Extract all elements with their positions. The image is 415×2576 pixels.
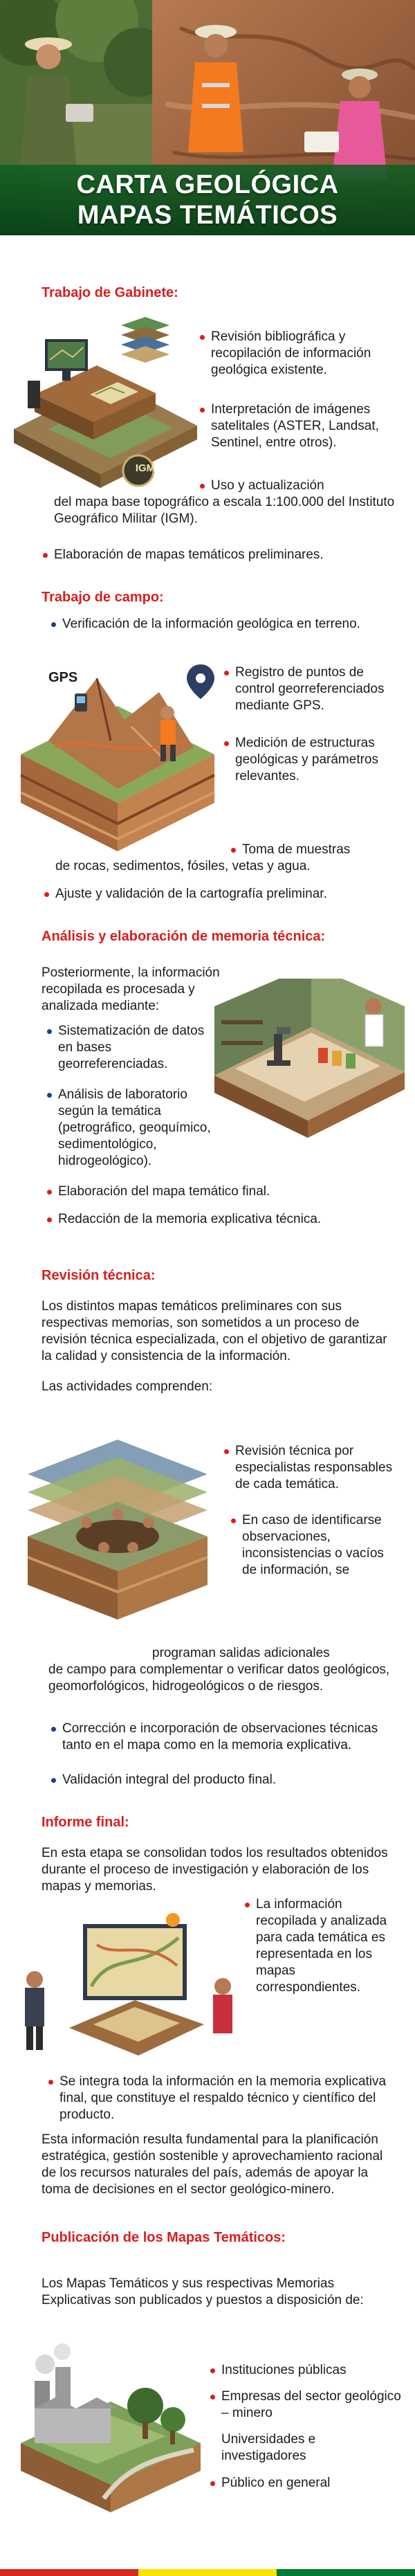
final-bullet-2: Se integra toda la información en la memoria explicativa final, que constituye el respaldo técnico y científico del producto. (59, 2074, 398, 2123)
analisis-intro: Posteriormente, la información recopilada es procesada y analizada mediante: (42, 965, 220, 1013)
analisis-bullet-1: Sistematización de datos en bases georreferenciadas. (58, 1023, 210, 1073)
analisis-bullet-2: Análisis de laboratorio según la temática (petrográfico, geoquímico, sedimentológico, hidrogeológico). (58, 1087, 217, 1170)
gabinete-bullet-1: Revisión bibliográfica y recopilación de información geológica existente. (211, 329, 398, 379)
gabinete-bullet-4: Elaboración de mapas temáticos preliminares. (54, 547, 400, 563)
final-bullet-1: La información recopilada y analizada para cada temática es representada en los mapas correspondientes. (256, 1896, 401, 1996)
campo-bullet-4b: de rocas, sedimentos, fósiles, vetas y agua. (55, 859, 311, 873)
laboratory-illustration (208, 979, 408, 1159)
hero-title-line1: CARTA GEOLÓGICA (76, 170, 339, 199)
revision-bullet-2-rest: de campo para complementar o verificar datos geológicos, geomorfológicos, hidrogeológicos o de riesgos. (48, 1662, 390, 1694)
section-analisis (0, 920, 415, 1253)
section-title-publicacion: Publicación de los Mapas Temáticos: (42, 2230, 286, 2245)
gabinete-bullet-3a: Uso y actualización (211, 478, 398, 494)
section-title-final: Informe final: (42, 1815, 129, 1830)
hero-title-line2: MAPAS TEMÁTICOS (77, 201, 338, 230)
revision-paragraph-2: Las actividades comprenden: (42, 1379, 213, 1394)
revision-bullet-4: Validación integral del producto final. (62, 1772, 401, 1788)
hero-title-banner (0, 165, 415, 235)
final-paragraph-2: Esta información resulta fundamental para la planificación estratégica, gestión sostenible y aprovechamiento racional de los recursos naturales del país, además de apoyar la toma de decisiones en el sector geológico-minero. (42, 2132, 383, 2197)
review-meeting-illustration (14, 1426, 221, 1633)
final-paragraph-1: En esta etapa se consolidan todos los resultados obtenidos durante el proceso de investigación y elaboración de los mapas y memorias. (42, 1846, 388, 1894)
section-final (0, 1806, 415, 2215)
publicacion-item-4: Público en general (221, 2475, 401, 2492)
gabinete-bullet-2: Interpretación de imágenes satelitales (ASTER, Landsat, Sentinel, entre otros). (211, 401, 398, 451)
revision-bullet-2-head: En caso de identificarse observaciones, inconsistencias o vacíos de información, se (242, 1512, 394, 1579)
flag-bar-red (0, 2569, 138, 2576)
flag-bar-yellow (138, 2569, 277, 2576)
revision-bullet-3: Corrección e incorporación de observaciones técnicas tanto en el mapa como en la memoria explicativa. (62, 1721, 401, 1754)
field-terrain-illustration (14, 657, 221, 865)
revision-paragraph-1: Los distintos mapas temáticos preliminares con sus respectivas memorias, son sometidos a un proceso de revisión técnica especializada, con el objetivo de garantizar la calidad y consistencia de la información. (42, 1299, 387, 1363)
igm-badge: IGM (135, 462, 156, 474)
publicacion-item-1: Instituciones públicas (221, 2362, 401, 2379)
flag-bar-green (277, 2569, 415, 2576)
factory-landscape-illustration (14, 2339, 208, 2526)
section-publicacion (0, 2222, 415, 2568)
section-title-revision: Revisión técnica: (42, 1268, 156, 1283)
revision-bullet-2-line: programan salidas adicionales (152, 1646, 330, 1660)
section-title-campo: Trabajo de campo: (42, 590, 164, 605)
office-desk-illustration (7, 311, 201, 512)
analisis-bullet-3: Elaboración del mapa temático final. (58, 1183, 404, 1200)
section-gabinete (0, 277, 415, 581)
final-report-illustration (14, 1910, 242, 2062)
revision-bullet-1: Revisión técnica por especialistas responsables de cada temática. (235, 1443, 398, 1493)
section-revision (0, 1260, 415, 1799)
campo-bullet-2: Registro de puntos de control georreferenciados mediante GPS. (235, 664, 398, 714)
section-campo (0, 581, 415, 914)
analisis-bullet-4: Redacción de la memoria explicativa técnica. (58, 1211, 404, 1228)
section-title-analisis: Análisis y elaboración de memoria técnica: (42, 929, 326, 944)
campo-bullet-5: Ajuste y validación de la cartografía preliminar. (55, 886, 401, 902)
campo-bullet-1: Verificación de la información geológica en terreno. (62, 616, 367, 633)
campo-bullet-4a: Toma de muestras (242, 842, 401, 858)
flag-color-bar (0, 2569, 415, 2576)
publicacion-item-2: Empresas del sector geológico – minero (221, 2389, 401, 2420)
section-title-gabinete: Trabajo de Gabinete: (42, 285, 178, 300)
publicacion-paragraph: Los Mapas Temáticos y sus respectivas Memorias Explicativas son publicados y puestos a disposición de: (42, 2276, 364, 2307)
publicacion-item-3: Universidades e investigadores (221, 2432, 316, 2463)
gabinete-bullet-3b: del mapa base topográfico a escala 1:100.000 del Instituto Geográfico Militar (IGM). (54, 495, 395, 526)
gps-label: GPS (48, 670, 78, 685)
hero (0, 0, 415, 235)
campo-bullet-3: Medición de estructuras geológicas y parámetros relevantes. (235, 735, 398, 785)
